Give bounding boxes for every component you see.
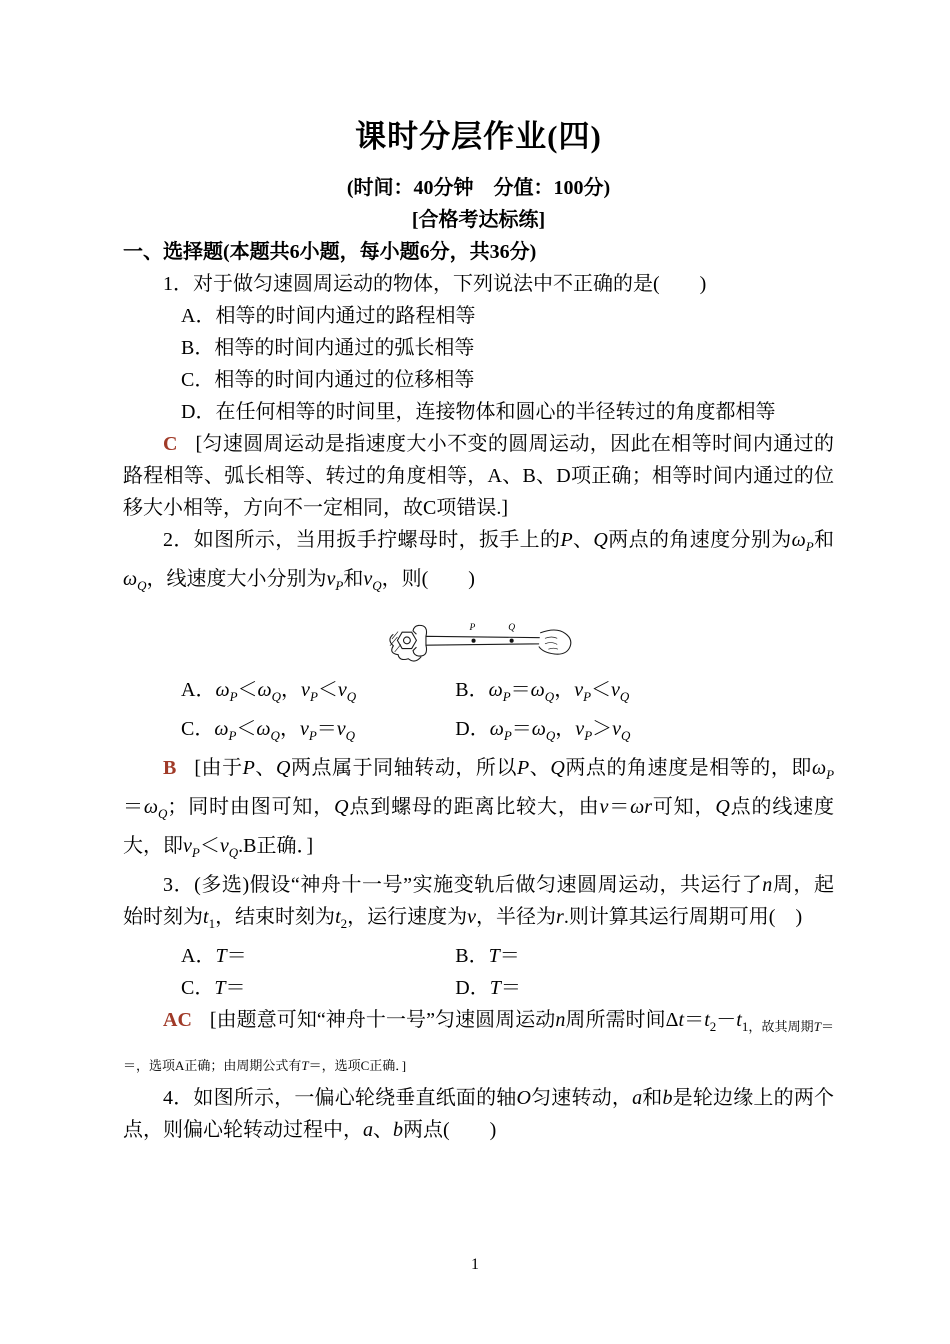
point-p-dot — [471, 639, 475, 643]
q2-option-a: A．$\omega_P<\omega_Q$，$v_P<v_Q$ — [181, 679, 357, 704]
q1-explanation: [匀速圆周运动是指速度大小不变的圆周运动，因此在相等时间内通过的路程相等、弧长相等、转过的角度相等，A、B、D项正确；相等时间内通过的位移大小相等，方向不一定相同，故C项错误.] — [123, 433, 834, 519]
exam-meta: (时间：40分钟 分值：100分) — [346, 177, 611, 199]
wrench-jaw-bottom — [413, 645, 426, 656]
q3-options-row-2 — [123, 972, 834, 1004]
point-q-dot — [509, 639, 513, 643]
page-title: 课时分层作业(四) — [355, 119, 602, 154]
q2-answer-letter: B — [163, 757, 177, 779]
hand-outline — [538, 630, 570, 654]
point-q-label: Q — [507, 623, 515, 634]
q1-option-b: B．相等的时间内通过的弧长相等 — [181, 337, 475, 359]
q2-answer — [123, 752, 834, 869]
q2-stem: 2．如图所示，当用扳手拧螺母时，扳手上的P、Q两点的角速度分别为$\omega_P$和$\omega_Q$，线速度大小分别为$v_P$和$v_Q$，则( ) — [123, 529, 835, 593]
q2-option-b: B．$\omega_P=\omega_Q$，$v_P<v_Q$ — [455, 679, 630, 704]
q3-option-d: D．T＝ — [455, 977, 521, 999]
q1-option-d: D．在任何相等的时间里，连接物体和圆心的半径转过的角度都相等 — [181, 401, 776, 423]
wrench-illustration — [377, 608, 581, 668]
nut-hole — [403, 637, 410, 644]
q4-stem: 4．如图所示，一偏心轮绕垂直纸面的轴O匀速转动，a和b是轮边缘上的两个点，则偏心轮转动过程中，a、b两点( ) — [123, 1087, 835, 1141]
q2-options-row-2 — [123, 713, 834, 752]
wrench-handle — [425, 636, 541, 645]
q2-options-row-1 — [123, 674, 834, 713]
q2-option-d: D．$\omega_P=\omega_Q$，$v_P>v_Q$ — [455, 718, 631, 743]
q1-option-c: C．相等的时间内通过的位移相等 — [181, 369, 475, 391]
q1-stem: 1．对于做匀速圆周运动的物体，下列说法中不正确的是( ) — [163, 273, 707, 295]
q3-answer-letter: AC — [163, 1009, 192, 1031]
worksheet-content — [123, 116, 834, 1146]
q3-stem: 3．(多选)假设“神舟十一号”实施变轨后做匀速圆周运动，共运行了n周，起始时刻为$t_1$，结束时刻为$t_2$，运行速度为v，半径为r.则计算其运行周期可用( ) — [123, 874, 835, 931]
point-p-label: P — [468, 623, 475, 634]
q3-explanation: [由题意可知“神舟十一号”匀速圆周运动n周所需时间$\Delta t=t_2-t_{1,故其周期T==,选项A正确;由周期公式有T=,选项C正确.]}$ — [123, 1009, 834, 1073]
q3-options-row-1 — [123, 940, 834, 972]
q3-option-b: B．T＝ — [455, 945, 520, 967]
q3-answer — [123, 1004, 834, 1082]
q1-answer — [123, 428, 834, 524]
q2-explanation: [由于P、Q两点属于同轴转动，所以P、Q两点的角速度是相等的，即$\omega_P=\omega_Q$；同时由图可知，Q点到螺母的距离比较大，由v＝ωr可知，Q点的线速度大，即$v_P<v_Q.B$正确．] — [123, 757, 835, 860]
q3-option-a: A．T＝ — [181, 945, 247, 967]
q3-option-c: C．T＝ — [181, 977, 246, 999]
q2-figure — [123, 608, 834, 670]
page-number: 1 — [471, 1256, 479, 1273]
q1-answer-letter: C — [163, 433, 178, 455]
section-tag: [合格考达标练] — [411, 209, 546, 231]
q1-option-a: A．相等的时间内通过的路程相等 — [181, 305, 476, 327]
wrench-jaw-top — [413, 625, 426, 636]
section-heading: 一、选择题(本题共6小题，每小题6分，共36分) — [123, 241, 537, 263]
q2-option-c: C．$\omega_P<\omega_Q$，$v_P=v_Q$ — [181, 718, 356, 743]
